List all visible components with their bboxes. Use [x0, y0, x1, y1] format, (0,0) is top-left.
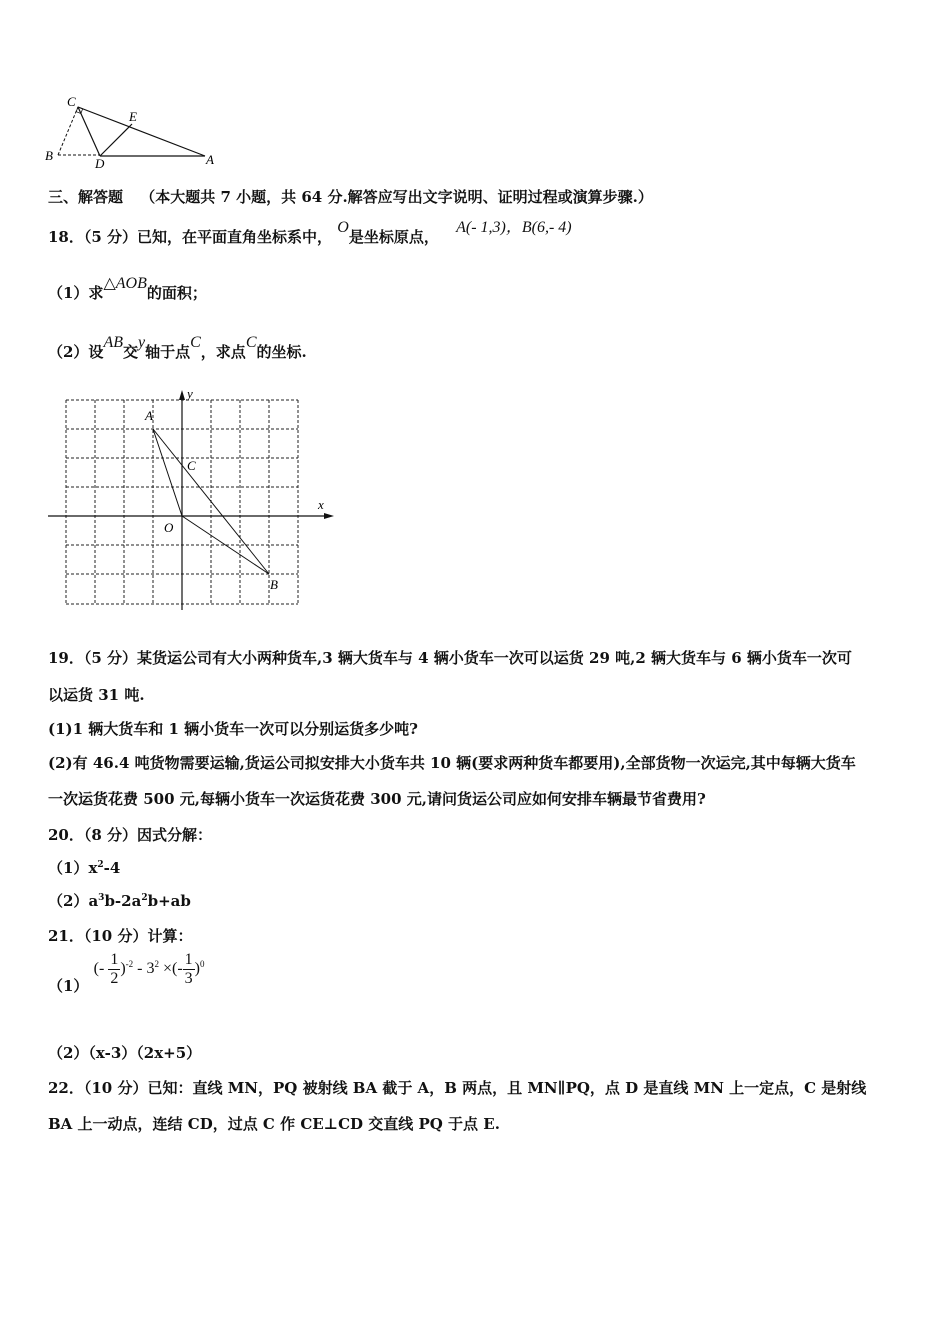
label-c: C	[67, 94, 76, 109]
q18-p1-label: （1）求	[48, 284, 104, 302]
q21-part2: （2）（x-3）（2x+5）	[48, 1044, 202, 1062]
q21-times: ×(-	[162, 960, 183, 978]
q21-expression: (- $\frac{1}{2}$ )$^{-2} - 3^2$ ×(- $\frac{1}{3}$ )$^0$	[93, 951, 205, 987]
q21-frac2	[183, 951, 195, 988]
q19-part2-line2: 一次运货花费 500 元,每辆小货车一次运货花费 300 元,请问货运公司应如何安排车辆最节省费用?	[48, 790, 706, 808]
q21-exp2: 2	[154, 958, 159, 969]
q18-p2-ab: AB	[103, 334, 123, 351]
segment-ao	[153, 429, 182, 516]
label-a: A	[206, 152, 214, 167]
q20-p1-exp: 2	[97, 860, 104, 870]
q20-heading: 20．（8 分）因式分解：	[48, 826, 213, 844]
q18-score: （5 分）	[83, 228, 138, 246]
q20-p1-base: x	[88, 859, 98, 877]
q21-frac1-num: 1	[110, 951, 119, 968]
q20-part1	[48, 857, 120, 878]
q18-p1-triangle: △AOB	[103, 275, 147, 292]
q19-part1: (1)1 辆大货车和 1 辆小货车一次可以分别运货多少吨?	[48, 720, 418, 738]
q21-exp1: -2	[125, 958, 134, 969]
q20-p1-rest: -4	[103, 859, 121, 877]
question-18	[48, 219, 572, 247]
q18-part1	[48, 275, 207, 303]
q18-p2-y: y	[138, 334, 146, 351]
q18-p2-label: （2）设	[48, 343, 104, 361]
q18-p1-tail: 的面积；	[146, 284, 207, 302]
q18-p2-axis: 轴于点	[145, 343, 191, 361]
q19-line1: 19．（5 分）某货运公司有大小两种货车,3 辆大货车与 4 辆小货车一次可以运货 29 吨,2 辆大货车与 6 辆小货车一次可	[48, 649, 852, 667]
q21-mid: - 3	[137, 960, 155, 978]
graph-label-y: y	[187, 386, 193, 401]
q18-p2-seek: ，求点	[200, 343, 246, 361]
q18-coords: A(- 1,3)，B(6,- 4)	[456, 219, 572, 236]
segment-ob	[182, 516, 269, 574]
section-heading	[48, 186, 653, 207]
q19-line2: 以运货 31 吨.	[48, 686, 145, 704]
q20-p1-label: （1）	[48, 859, 89, 877]
q18-number: 18．	[48, 228, 84, 246]
q20-p2-label: （2）	[48, 892, 89, 910]
q21-frac2-num: 1	[184, 951, 193, 968]
label-e: E	[129, 109, 137, 124]
q18-p2-c1: C	[190, 334, 201, 351]
segment-de	[100, 124, 132, 156]
q21-frac1	[108, 951, 120, 988]
label-b: B	[45, 148, 53, 163]
coordinate-graph	[44, 382, 344, 614]
segment-bc-dashed	[58, 107, 78, 155]
section-note: （本大题共 7 小题，共 64 分.解答应写出文字说明、证明过程或演算步骤.）	[140, 188, 653, 206]
q22-line2: BA 上一动点，连结 CD，过点 C 作 CE⊥CD 交直线 PQ 于点 E.	[48, 1115, 500, 1133]
graph-label-x: x	[318, 497, 324, 512]
graph-label-o: O	[164, 520, 174, 535]
q20-p2-exp1: 3	[98, 893, 105, 903]
q20-p2-exp2: 2	[141, 893, 148, 903]
q20-p2-b: b-2a	[104, 892, 142, 910]
q21-open1: (-	[93, 960, 105, 978]
q18-p2-tail: 的坐标.	[256, 343, 307, 361]
graph-label-a: A	[145, 408, 153, 423]
q18-p2-c2: C	[245, 334, 257, 351]
q22-line1: 22．（10 分）已知：直线 MN，PQ 被射线 BA 截于 A，B 两点，且 MN∥PQ，点 D 是直线 MN 上一定点，C 是射线	[48, 1079, 867, 1097]
q21-frac1-den: 2	[110, 970, 119, 987]
q18-origin: O	[337, 219, 349, 236]
q21-exp3: 0	[200, 958, 205, 969]
y-axis-arrow	[179, 390, 185, 400]
q18-part2	[48, 334, 307, 362]
section-title: 三、解答题	[48, 188, 124, 206]
q18-text: 已知，在平面直角坐标系中，	[137, 228, 333, 246]
q20-part2	[48, 890, 191, 911]
q21-p1-label: （1）	[48, 977, 89, 995]
triangle-figure	[40, 92, 230, 172]
graph-label-c: C	[187, 458, 196, 473]
graph-label-b: B	[270, 577, 278, 592]
q18-p2-jiao: 交	[122, 343, 138, 361]
q18-text2: 是坐标原点，	[348, 228, 439, 246]
q21-frac2-den: 3	[184, 970, 193, 987]
x-axis-arrow	[324, 513, 334, 519]
q20-p2-a: a	[88, 892, 99, 910]
q21-heading: 21．（10 分）计算：	[48, 927, 193, 945]
q19-part2-line1: (2)有 46.4 吨货物需要运输,货运公司拟安排大小货车共 10 辆(要求两种货车都要用),全部货物一次运完,其中每辆大货车	[48, 754, 856, 772]
q20-p2-c: b+ab	[147, 892, 191, 910]
label-d: D	[95, 156, 105, 171]
q21-part1	[48, 951, 205, 996]
